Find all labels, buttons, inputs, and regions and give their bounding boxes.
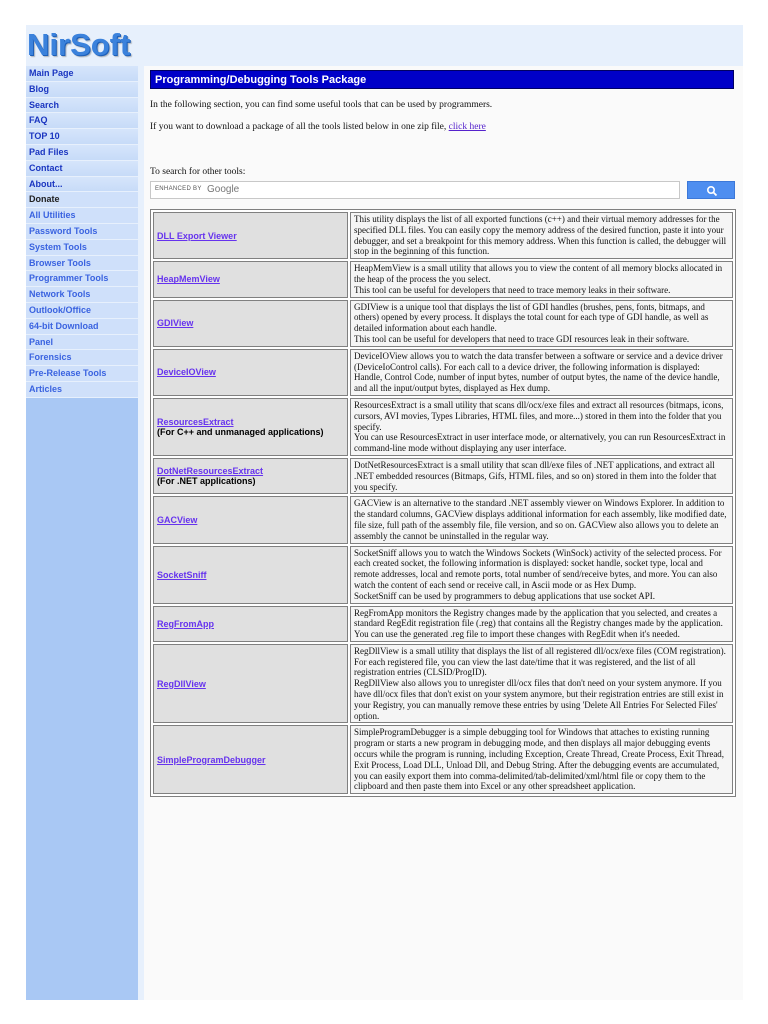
- page: [26, 25, 743, 1000]
- search-enhanced-label: ENHANCED BY: [155, 186, 202, 192]
- intro-text: In the following section, you can find some useful tools that can be used by programmers.: [150, 100, 493, 110]
- sidebar-item-64-bit-download[interactable]: 64-bit Download: [26, 319, 138, 335]
- sidebar-item-about[interactable]: About...: [26, 177, 138, 193]
- sidebar-item-search[interactable]: Search: [26, 98, 138, 114]
- tool-name-cell: [153, 349, 348, 396]
- sidebar-item-forensics[interactable]: Forensics: [26, 350, 138, 366]
- main-content: [144, 66, 743, 1000]
- search-label: To search for other tools:: [150, 167, 246, 177]
- sidebar-item-top-10[interactable]: TOP 10: [26, 129, 138, 145]
- tool-description: RegFromApp monitors the Registry changes made by the application that you selected, and creates a standard RegEdit registration file (.reg) that contains all the Registry changes made by the application. You can use the generated .reg file to import these changes with RegEdit when it's needed.: [350, 606, 733, 642]
- tool-link[interactable]: GDIView: [157, 318, 194, 329]
- search-icon: [706, 185, 718, 197]
- sidebar-item-faq[interactable]: FAQ: [26, 113, 138, 129]
- table-row: [153, 398, 733, 456]
- sidebar-item-articles[interactable]: Articles: [26, 382, 138, 398]
- tool-name-cell: [153, 458, 348, 494]
- table-row: [153, 725, 733, 794]
- tool-link[interactable]: DeviceIOView: [157, 367, 216, 378]
- tool-description: GACView is an alternative to the standard .NET assembly viewer on Windows Explorer. In addition to the standard columns, GACView displays additional information for each assembly, like modified date, file size, full path of the assembly file, file version, and so on. GACView also allows you to delete an assembly the cannot be uninstalled in the regular way.: [350, 496, 733, 543]
- tools-table: [150, 209, 736, 797]
- sidebar-item-blog[interactable]: Blog: [26, 82, 138, 98]
- search-button[interactable]: [687, 181, 735, 199]
- tool-name-cell: [153, 261, 348, 297]
- sidebar-item-network-tools[interactable]: Network Tools: [26, 287, 138, 303]
- sidebar-item-system-tools[interactable]: System Tools: [26, 240, 138, 256]
- tool-description: SocketSniff allows you to watch the Windows Sockets (WinSock) activity of the selected process. For each created socket, the following information is displayed: socket handle, socket type, local and remote addresses, local and remote ports, total number of send/receive bytes, and more. You can also watch the content of each send or receive call, in Ascii mode or as Hex Dump. SocketSniff can be used by programmers to debug applications that use socket API.: [350, 546, 733, 604]
- sidebar-nav: [26, 66, 138, 398]
- tool-name-cell: [153, 606, 348, 642]
- logo-bar: [26, 25, 743, 65]
- tool-description: SimpleProgramDebugger is a simple debugging tool for Windows that attaches to existing running program or starts a new program in debugging mode, and then displays all major debugging events occurs while the program is running, including Exception, Create Thread, Create Process, Exit Thread, Exit Process, Load DLL, Unload Dll, and Debug String. After the debugging events are accumulated, you can easily export them into comma-delimited/tab-delimited/xml/html file or copy them to the clipboard and then paste them into Excel or any other spreadsheet application.: [350, 725, 733, 794]
- tool-name-cell: [153, 546, 348, 604]
- page-title: Programming/Debugging Tools Package: [150, 70, 734, 89]
- table-row: [153, 349, 733, 396]
- sidebar-item-all-utilities[interactable]: All Utilities: [26, 208, 138, 224]
- sidebar-item-pad-files[interactable]: Pad Files: [26, 145, 138, 161]
- tool-name-cell: [153, 398, 348, 456]
- tool-description: RegDllView is a small utility that displays the list of all registered dll/ocx/exe files (COM registration). For each registered file, you can view the last date/time that it was registered, and the list of all registration entries (CLSID/ProgID). RegDllView also allows you to unregister dll/ocx files that don't need on your system anymore. If you have dll/ocx files that don't exist on your system anymore, but their registration entries are still exist in your Registry, you can manually remove these entries by using 'Delete All Entries For Selected Files' option.: [350, 644, 733, 724]
- tool-link[interactable]: RegDllView: [157, 678, 206, 689]
- table-row: [153, 546, 733, 604]
- tool-link[interactable]: RegFromApp: [157, 618, 214, 629]
- tool-description: DeviceIOView allows you to watch the data transfer between a software or service and a device driver (DeviceIoControl calls). For each call to a device driver, the following information is displayed: Handle, Control Code, number of input bytes, number of output bytes, the name of the device handle, and all the input/output bytes, displayed as Hex dump.: [350, 349, 733, 396]
- table-row: [153, 300, 733, 347]
- tool-description: GDIView is a unique tool that displays the list of GDI handles (brushes, pens, fonts, bitmaps, and others) opened by every process. It displays the total count for each type of GDI handle, as well as detailed information about each handle. This tool can be useful for developers that need to trace GDI resources leak in their software.: [350, 300, 733, 347]
- sidebar-item-outlook-office[interactable]: Outlook/Office: [26, 303, 138, 319]
- tool-name-cell: [153, 644, 348, 724]
- tool-link[interactable]: SocketSniff: [157, 569, 207, 580]
- tool-subtitle: (For C++ and unmanaged applications): [157, 426, 324, 437]
- sidebar-item-password-tools[interactable]: Password Tools: [26, 224, 138, 240]
- sidebar-item-main-page[interactable]: Main Page: [26, 66, 138, 82]
- table-row: [153, 261, 733, 297]
- tool-name-cell: [153, 300, 348, 347]
- sidebar: [26, 66, 138, 1000]
- tool-description: This utility displays the list of all exported functions (c++) and their virtual memory addresses for the specified DLL files. You can easily copy the memory address of the desired function, paste it into your debugger, and set a breakpoint for this memory address. When this function is called, the debugger will stop in the beginning of this function.: [350, 212, 733, 259]
- table-row: [153, 496, 733, 543]
- sidebar-item-donate[interactable]: Donate: [26, 192, 138, 208]
- sidebar-item-browser-tools[interactable]: Browser Tools: [26, 256, 138, 272]
- tool-description: DotNetResourcesExtract is a small utility that scan dll/exe files of .NET applications, and extract all .NET embedded resources (Bitmaps, Gifs, HTML files, and so on) stored in them into the folder that you specify.: [350, 458, 733, 494]
- table-row: [153, 644, 733, 724]
- sidebar-item-programmer-tools[interactable]: Programmer Tools: [26, 271, 138, 287]
- tool-name-cell: [153, 212, 348, 259]
- table-row: [153, 458, 733, 494]
- tool-link[interactable]: HeapMemView: [157, 274, 220, 285]
- search-input[interactable]: [150, 181, 680, 199]
- download-text: If you want to download a package of all the tools listed below in one zip file,: [150, 122, 449, 132]
- tool-subtitle: (For .NET applications): [157, 476, 256, 487]
- sidebar-item-panel[interactable]: Panel: [26, 335, 138, 351]
- tool-link[interactable]: SimpleProgramDebugger: [157, 754, 266, 765]
- tool-link[interactable]: DotNetResourcesExtract: [157, 466, 264, 477]
- tool-link[interactable]: ResourcesExtract: [157, 416, 234, 427]
- tool-name-cell: [153, 496, 348, 543]
- sidebar-item-contact[interactable]: Contact: [26, 161, 138, 177]
- download-link[interactable]: click here: [448, 122, 486, 132]
- tool-description: ResourcesExtract is a small utility that scans dll/ocx/exe files and extract all resources (bitmaps, icons, cursors, AVI movies, Types Libraries, HTML files, and more...) stored in them into the folder that you specify. You can use ResourcesExtract in user interface mode, or alternatively, you can run ResourcesExtract in command-line mode without displaying any user interface.: [350, 398, 733, 456]
- tool-link[interactable]: DLL Export Viewer: [157, 230, 237, 241]
- nirsoft-logo[interactable]: NirSoft: [27, 27, 131, 62]
- search-google-label: Google: [207, 184, 240, 195]
- download-paragraph: [150, 122, 486, 132]
- tool-description: HeapMemView is a small utility that allows you to view the content of all memory blocks allocated in the heap of the process the you select. This tool can be useful for developers that need to trace memory leaks in their software.: [350, 261, 733, 297]
- table-row: [153, 212, 733, 259]
- table-row: [153, 606, 733, 642]
- tool-name-cell: [153, 725, 348, 794]
- tool-link[interactable]: GACView: [157, 514, 198, 525]
- sidebar-item-pre-release-tools[interactable]: Pre-Release Tools: [26, 366, 138, 382]
